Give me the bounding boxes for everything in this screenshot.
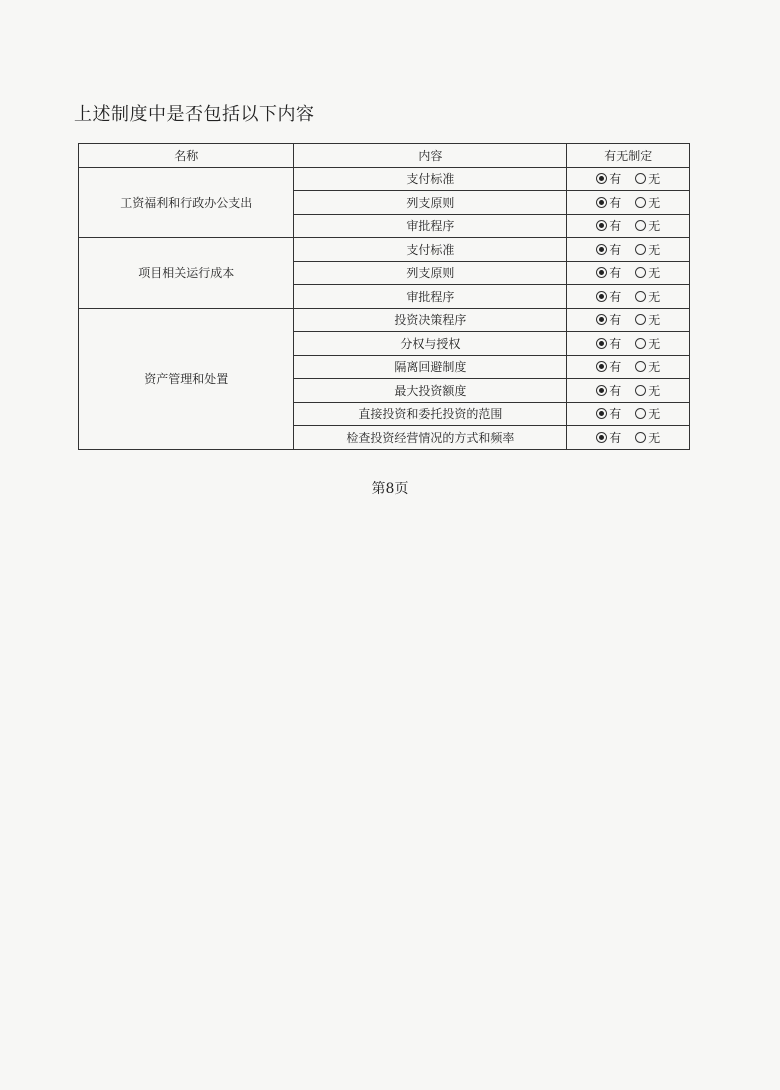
status-cell (567, 261, 690, 285)
header-content: 内容 (294, 144, 567, 168)
radio-option-yes[interactable] (596, 405, 621, 422)
group-name-cell: 项目相关运行成本 (79, 238, 294, 309)
radio-label-no: 无 (648, 407, 661, 422)
status-radio-group (596, 170, 660, 187)
radio-label-yes: 有 (609, 266, 622, 281)
radio-option-yes[interactable] (596, 335, 621, 352)
header-name: 名称 (79, 144, 294, 168)
radio-option-no[interactable] (635, 335, 660, 352)
radio-option-yes[interactable] (596, 288, 621, 305)
radio-button-icon[interactable] (635, 385, 646, 396)
radio-button-icon[interactable] (635, 173, 646, 184)
status-radio-group (596, 264, 660, 281)
radio-label-no: 无 (648, 383, 661, 398)
header-status: 有无制定 (567, 144, 690, 168)
radio-label-yes: 有 (609, 383, 622, 398)
radio-button-icon[interactable] (596, 338, 607, 349)
status-radio-group (596, 194, 660, 211)
radio-button-icon[interactable] (596, 244, 607, 255)
radio-option-no[interactable] (635, 311, 660, 328)
status-radio-group (596, 429, 660, 446)
content-cell: 直接投资和委托投资的范围 (294, 402, 567, 426)
table-row (79, 238, 690, 262)
radio-button-icon[interactable] (596, 220, 607, 231)
radio-label-yes: 有 (609, 219, 622, 234)
group-name-cell: 资产管理和处置 (79, 308, 294, 449)
policy-content-table (78, 143, 690, 450)
radio-option-yes[interactable] (596, 217, 621, 234)
content-cell: 列支原则 (294, 191, 567, 215)
radio-button-icon[interactable] (596, 408, 607, 419)
status-radio-group (596, 311, 660, 328)
radio-button-icon[interactable] (596, 291, 607, 302)
status-radio-group (596, 241, 660, 258)
radio-label-no: 无 (648, 360, 661, 375)
radio-option-no[interactable] (635, 382, 660, 399)
radio-button-icon[interactable] (635, 244, 646, 255)
radio-option-no[interactable] (635, 429, 660, 446)
radio-label-yes: 有 (609, 172, 622, 187)
radio-label-no: 无 (648, 313, 661, 328)
radio-label-no: 无 (648, 172, 661, 187)
status-cell (567, 332, 690, 356)
status-cell (567, 379, 690, 403)
status-cell (567, 191, 690, 215)
radio-button-icon[interactable] (635, 432, 646, 443)
group-name-cell: 工资福利和行政办公支出 (79, 167, 294, 238)
content-cell: 支付标准 (294, 167, 567, 191)
content-cell: 隔离回避制度 (294, 355, 567, 379)
radio-button-icon[interactable] (635, 314, 646, 325)
content-cell: 投资决策程序 (294, 308, 567, 332)
radio-label-yes: 有 (609, 360, 622, 375)
status-cell (567, 238, 690, 262)
radio-label-yes: 有 (609, 313, 622, 328)
radio-option-yes[interactable] (596, 170, 621, 187)
radio-option-yes[interactable] (596, 264, 621, 281)
content-cell: 审批程序 (294, 285, 567, 309)
status-radio-group (596, 217, 660, 234)
radio-label-yes: 有 (609, 407, 622, 422)
radio-option-no[interactable] (635, 241, 660, 258)
radio-button-icon[interactable] (596, 267, 607, 278)
radio-option-no[interactable] (635, 194, 660, 211)
content-cell: 检查投资经营情况的方式和频率 (294, 426, 567, 450)
radio-button-icon[interactable] (596, 197, 607, 208)
content-cell: 最大投资额度 (294, 379, 567, 403)
radio-option-yes[interactable] (596, 194, 621, 211)
radio-label-no: 无 (648, 219, 661, 234)
status-radio-group (596, 358, 660, 375)
radio-button-icon[interactable] (635, 220, 646, 231)
radio-option-no[interactable] (635, 217, 660, 234)
radio-option-no[interactable] (635, 405, 660, 422)
status-cell (567, 402, 690, 426)
status-cell (567, 285, 690, 309)
radio-button-icon[interactable] (596, 173, 607, 184)
status-cell (567, 426, 690, 450)
status-cell (567, 308, 690, 332)
table-body (79, 167, 690, 449)
radio-label-yes: 有 (609, 430, 622, 445)
radio-option-no[interactable] (635, 288, 660, 305)
radio-label-yes: 有 (609, 289, 622, 304)
radio-label-yes: 有 (609, 195, 622, 210)
radio-label-yes: 有 (609, 336, 622, 351)
radio-button-icon[interactable] (635, 338, 646, 349)
radio-button-icon[interactable] (635, 408, 646, 419)
radio-option-no[interactable] (635, 358, 660, 375)
status-radio-group (596, 288, 660, 305)
radio-option-yes[interactable] (596, 358, 621, 375)
radio-label-no: 无 (648, 242, 661, 257)
content-cell: 分权与授权 (294, 332, 567, 356)
radio-option-yes[interactable] (596, 311, 621, 328)
page-number: 第8页 (371, 481, 409, 497)
radio-label-no: 无 (648, 289, 661, 304)
content-cell: 支付标准 (294, 238, 567, 262)
radio-button-icon[interactable] (635, 361, 646, 372)
status-radio-group (596, 335, 660, 352)
radio-button-icon[interactable] (596, 385, 607, 396)
radio-label-no: 无 (648, 336, 661, 351)
radio-button-icon[interactable] (596, 314, 607, 325)
radio-button-icon[interactable] (635, 291, 646, 302)
table-row (79, 308, 690, 332)
radio-option-yes[interactable] (596, 429, 621, 446)
status-cell (567, 214, 690, 238)
table-row (79, 167, 690, 191)
radio-option-yes[interactable] (596, 241, 621, 258)
radio-label-no: 无 (648, 195, 661, 210)
status-cell (567, 355, 690, 379)
radio-label-no: 无 (648, 266, 661, 281)
radio-label-no: 无 (648, 430, 661, 445)
table-header-row (79, 144, 690, 168)
radio-option-yes[interactable] (596, 382, 621, 399)
radio-button-icon[interactable] (596, 361, 607, 372)
radio-button-icon[interactable] (596, 432, 607, 443)
radio-label-yes: 有 (609, 242, 622, 257)
radio-option-no[interactable] (635, 264, 660, 281)
content-cell: 审批程序 (294, 214, 567, 238)
status-cell (567, 167, 690, 191)
radio-button-icon[interactable] (635, 197, 646, 208)
status-radio-group (596, 382, 660, 399)
radio-button-icon[interactable] (635, 267, 646, 278)
page-heading: 上述制度中是否包括以下内容 (74, 104, 315, 125)
content-cell: 列支原则 (294, 261, 567, 285)
radio-option-no[interactable] (635, 170, 660, 187)
status-radio-group (596, 405, 660, 422)
